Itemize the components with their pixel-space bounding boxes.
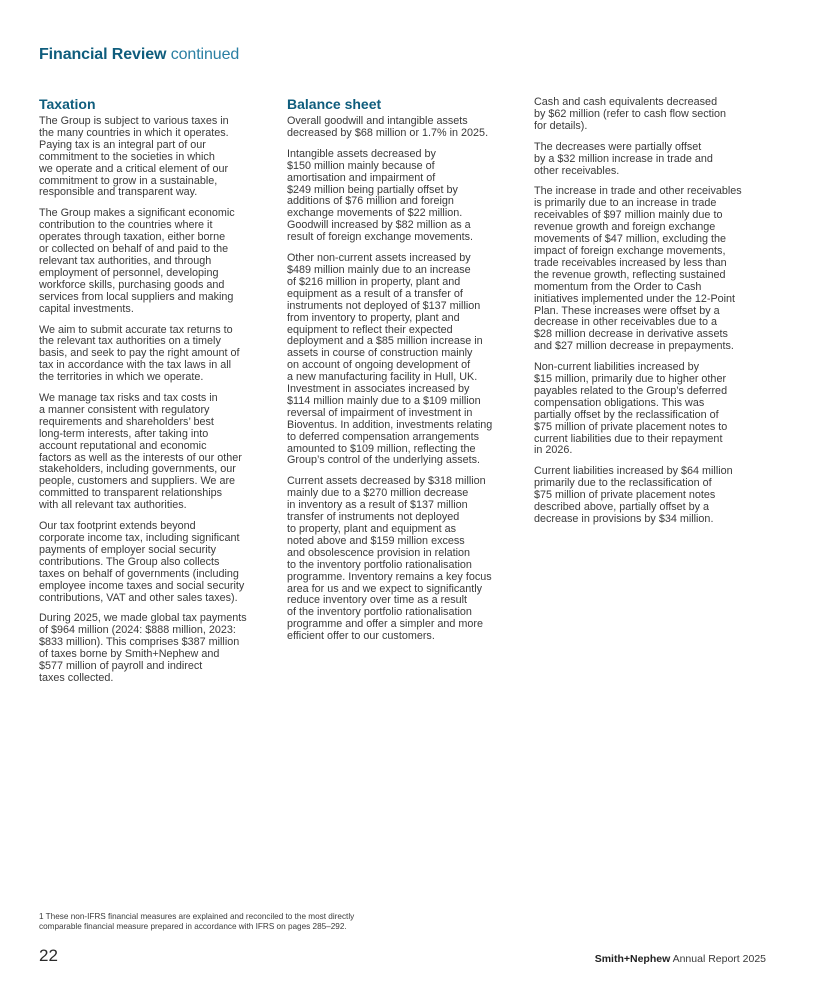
taxation-paragraph-2: The Group makes a significant economic contribution to the countries where it operates through taxation, either borne or collected on behalf of and paid to the relevant tax authorities, and through employment of personnel, developing workforce skills, purchasing goods and services from local suppliers and making capital investments. xyxy=(39,207,235,315)
balance-sheet-paragraph-4: Current assets decreased by $318 million mainly due to a $270 million decrease in inventory as a result of $137 million transfer of instruments not deployed to property, plant and equipment as noted above and $159 million excess and obsolescence provision in relation to the inventory portfolio rationalisation programme. Inventory remains a key focus area for us and we expect to significantly reduce inventory over time as a result of the inventory portfolio rationalisation programme and offer a simpler and more efficient offer to our customers. xyxy=(287,475,492,643)
balance-sheet-paragraph-2: Intangible assets decreased by $150 million mainly because of amortisation and impairment of $249 million being partially offset by additions of $76 million and foreign exchange movements of $22 million. Goodwill increased by $82 million as a result of foreign exchange movements. xyxy=(287,147,474,244)
brand-name: Smith+Nephew xyxy=(594,953,671,965)
section-suffix: continued xyxy=(170,46,240,63)
column3-paragraph-2: The decreases were partially offset by a $32 million increase in trade and other receivables. xyxy=(534,140,713,177)
column3-paragraph-3: The increase in trade and other receivables is primarily due to an increase in trade receivables of $97 million mainly due to revenue growth and foreign exchange movements of $47 million, excluding the impact of foreign exchange movements, trade receivables increased by less than the revenue growth, reflecting sustained momentum from the Order to Cash initiatives implemented under the 12-Point Plan. These increases were offset by a decrease in other receivables due to a $28 million decrease in derivative assets and $27 million decrease in prepayments. xyxy=(534,185,742,353)
taxation-heading: Taxation xyxy=(39,96,96,112)
balance-sheet-paragraph-3: Other non-current assets increased by $489 million mainly due to an increase of $216 million in property, plant and equipment as a result of a transfer of instruments not deployed of $137 million from inventory to property, plant and equipment to reflect their expected deployment and a $85 million increase in assets in course of construction mainly on account of ongoing development of a new manufacturing facility in Hull, UK. Investment in associates increased by $114 million mainly due to a $109 million reversal of impairment of investment in Bioventus. In addition, investments relating to deferred compensation arrangements amounted to $109 million, reflecting the Group’s control of the underlying assets. xyxy=(287,252,493,467)
balance-sheet-column xyxy=(287,96,519,652)
balance-sheet-heading: Balance sheet xyxy=(287,96,382,112)
column3-paragraph-4: Non-current liabilities increased by $15 million, primarily due to higher other payables related to the Group’s deferred compensation obligations. This was partially offset by the reclassification of $75 million of private placement notes to current liabilities due to their repayment in 2026. xyxy=(534,361,728,457)
page-number: 22 xyxy=(39,946,58,965)
footer-brand xyxy=(595,953,766,965)
column3-paragraph-1: Cash and cash equivalents decreased by $62 million (refer to cash flow section for details). xyxy=(534,96,727,132)
taxation-paragraph-6: During 2025, we made global tax payments of $964 million (2024: $888 million, 2023: $833 million). This comprises $387 million of taxes borne by Smith+Nephew and $577 million of payroll and indirect taxes collected. xyxy=(39,612,247,684)
taxation-paragraph-3: We aim to submit accurate tax returns to the relevant tax authorities on a timely basis, and seek to pay the right amount of tax in accordance with the tax laws in all the territories in which we operate. xyxy=(39,323,240,384)
section-title: Financial Review xyxy=(39,46,167,63)
taxation-paragraph-4: We manage tax risks and tax costs in a manner consistent with regulatory requirements and shareholders’ best long-term interests, after taking into account reputational and economic factors as well as the interests of our other stakeholders, including governments, our people, customers and suppliers. We are committed to transparent relationships with all relevant tax authorities. xyxy=(39,392,242,512)
page-header xyxy=(39,46,239,64)
taxation-column xyxy=(39,96,273,694)
taxation-paragraph-1: The Group is subject to various taxes in the many countries in which it operates. Paying tax is an integral part of our commitment to the societies in which we operate and a critical element of our commitment to grow in a sustainable, responsible and transparent way. xyxy=(39,115,229,199)
taxation-paragraph-5: Our tax footprint extends beyond corporate income tax, including significant payments of employer social security contributions. The Group also collects taxes on behalf of governments (including employee income taxes and social security contributions, VAT and other sales taxes). xyxy=(39,520,245,604)
balance-sheet-paragraph-1: Overall goodwill and intangible assets decreased by $68 million or 1.7% in 2025. xyxy=(287,115,489,139)
footnote: 1 These non-IFRS financial measures are explained and reconciled to the most directly comparable financial measure prepared in accordance with IFRS on pages 285–292. xyxy=(39,912,355,931)
balance-sheet-continued-column xyxy=(534,97,770,535)
report-title: Annual Report 2025 xyxy=(672,953,766,965)
column3-paragraph-5: Current liabilities increased by $64 million primarily due to the reclassification of $75 million of private placement notes described above, partially offset by a decrease in provisions by $34 million. xyxy=(534,465,733,525)
